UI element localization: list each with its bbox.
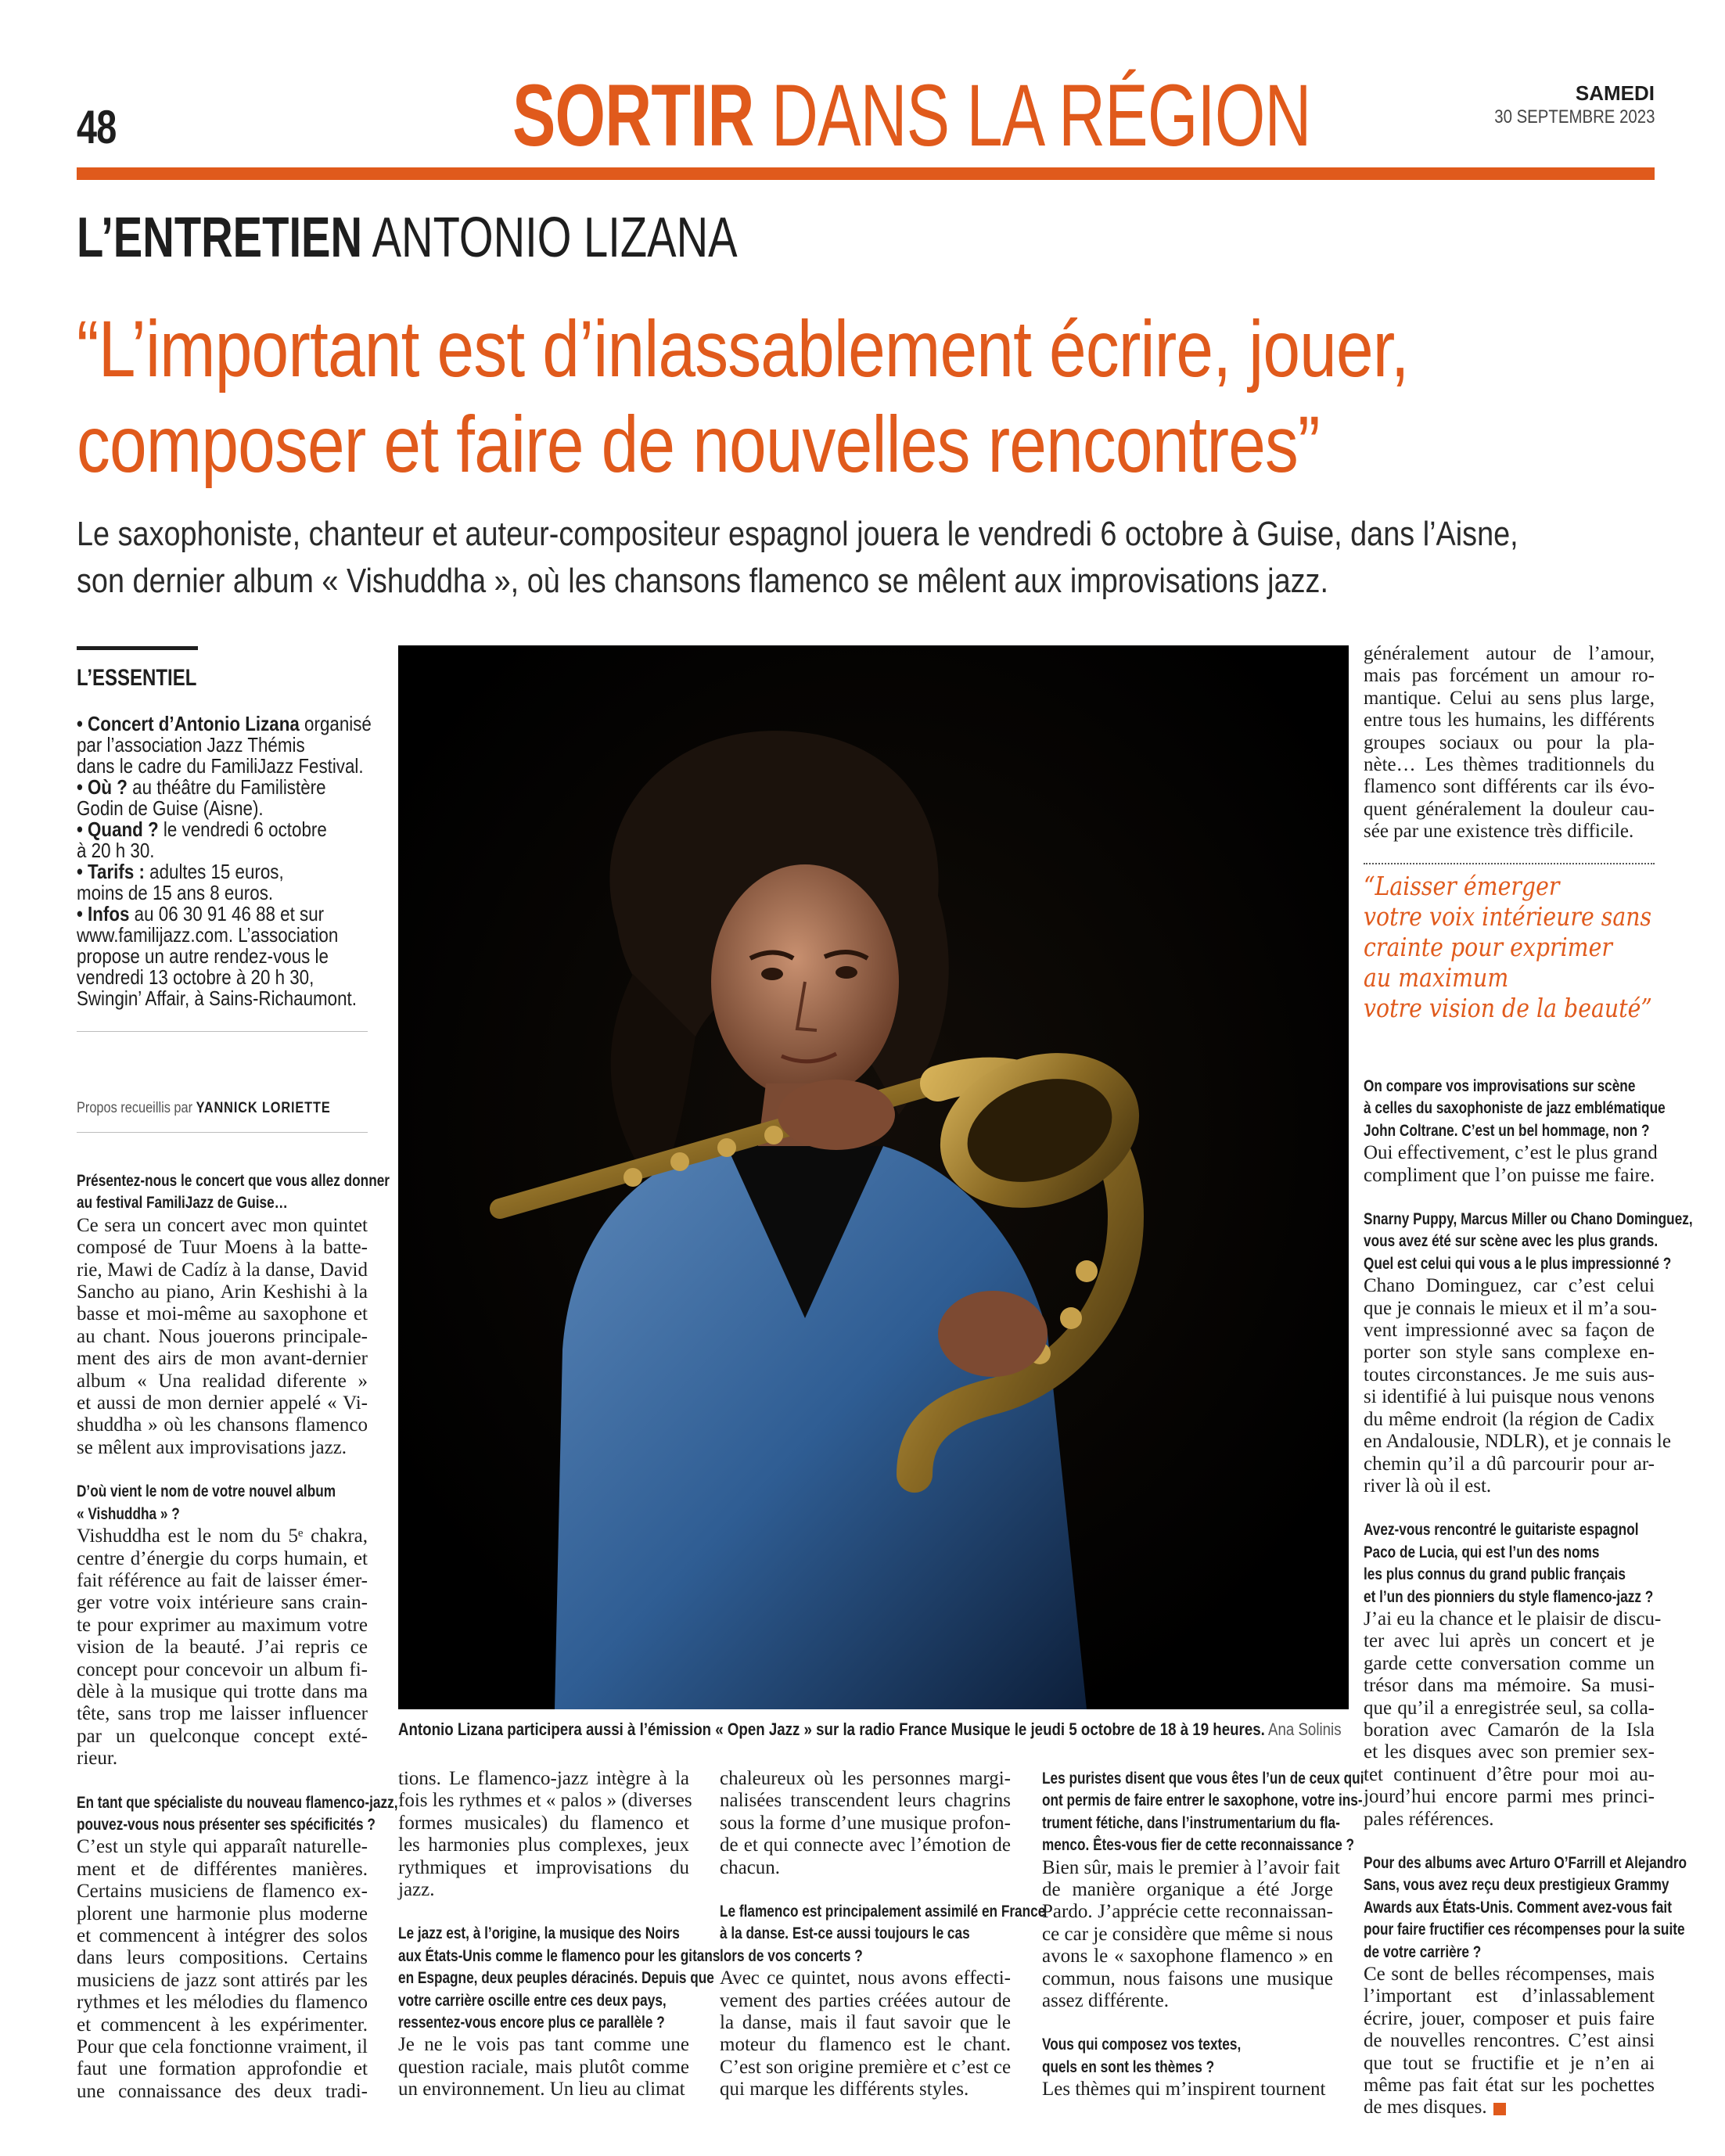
answer-line: faut une formation approfondie et — [77, 2058, 368, 2080]
paragraph-gap — [77, 1770, 368, 1792]
essentiel-line — [77, 756, 372, 777]
essentiel-text: organisé — [299, 712, 372, 735]
answer-line: vision de la beauté. J’ai repris ce — [77, 1637, 368, 1658]
essentiel-line — [77, 777, 372, 798]
answer-line: vement des parties créées autour de — [720, 1989, 1011, 2011]
essentiel-line — [77, 904, 372, 925]
standfirst — [77, 511, 1518, 605]
paragraph-gap — [720, 1879, 1011, 1901]
answer-line: Avec ce quintet, nous avons effecti- — [720, 1967, 1011, 1989]
answer-line: garde cette conversation comme un — [1364, 1652, 1655, 1674]
answer-line: que je connais le mieux et il m’a sou- — [1364, 1297, 1657, 1319]
essentiel-text: le vendredi 6 octobre — [158, 817, 327, 841]
kicker-name: ANTONIO LIZANA — [362, 207, 738, 269]
answer-line: rythmes et les mélodies du flamenco — [77, 1992, 368, 2014]
issue-date: 30 SEPTEMBRE 2023 — [1493, 106, 1655, 128]
essentiel-text: au 06 30 91 46 88 et sur — [129, 902, 325, 925]
answer-line: flamenco sont différents car ils évo- — [1364, 776, 1655, 798]
paragraph-gap — [1364, 1831, 1655, 1852]
answer-line: et les disques avec son premier sex- — [1364, 1741, 1655, 1763]
answer-line: C’est son origine première et c’est ce — [720, 2056, 1012, 2078]
essentiel-text: moins de 15 ans 8 euros. — [77, 881, 274, 904]
pull-quote-line: crainte pour exprimer — [1364, 932, 1612, 962]
essentiel-label: • Où ? — [77, 775, 128, 799]
answer-line: Vishuddha est le nom du 5ᵉ chakra, — [77, 1525, 368, 1547]
answer-line: shuddha » où les chansons flamenco — [77, 1414, 368, 1436]
paragraph-gap — [77, 1459, 368, 1481]
answer-line: fois les rythmes et « palos » (diverses — [398, 1790, 692, 1812]
answer-line: Pardo. J’apprécie cette reconnaissan- — [1042, 1901, 1333, 1923]
answer-line: de manière organique a été Jorge — [1042, 1879, 1333, 1901]
question-line: quels en sont les thèmes ? — [1042, 2057, 1215, 2076]
answer-line: ce car je considère que même si nous — [1042, 1923, 1333, 1945]
answer-line: centre d’énergie du corps humain, et — [77, 1547, 368, 1569]
question-line: à celles du saxophoniste de jazz emblématique — [1364, 1099, 1666, 1118]
paragraph-gap — [1364, 1187, 1655, 1209]
headline-line: “L’important est d’inlassablement écrire, jouer, — [77, 304, 1409, 393]
kicker-bold: L’ENTRETIEN — [77, 207, 363, 269]
answer-line: se mêlent aux improvisations jazz. — [77, 1436, 347, 1458]
essentiel-text: Swingin’ Affair, à Sains-Richaumont. — [77, 986, 357, 1010]
answer-line: si identifié à lui puisque nous venons — [1364, 1386, 1655, 1408]
question-line: Les puristes disent que vous êtes l’un de ceux qui — [1042, 1770, 1364, 1788]
answer-line: toutes circonstances. Je me suis aus- — [1364, 1364, 1655, 1385]
answer-line: C’est un style qui apparaît naturelle- — [77, 1836, 368, 1858]
essentiel-text: à 20 h 30. — [77, 839, 155, 862]
pull-quote — [1364, 871, 1652, 1023]
answer-line: mantique. Celui au sens plus large, — [1364, 687, 1655, 709]
answer-line: Bien sûr, mais le premier à l’avoir fait — [1042, 1856, 1340, 1878]
column-5-top — [1364, 643, 1655, 843]
column-3 — [720, 1768, 1046, 2101]
essentiel-text: vendredi 13 octobre à 20 h 30, — [77, 965, 314, 989]
saxophonist-illustration — [398, 645, 1349, 1709]
issue-day: SAMEDI — [1575, 81, 1655, 105]
answer-line: Oui effectivement, c’est le plus grand — [1364, 1142, 1658, 1164]
essentiel-line — [77, 946, 372, 967]
question-line: et l’un des pionniers du style flamenco-jazz ? — [1364, 1587, 1654, 1606]
answer-line: commun, nous faisons une musique — [1042, 1967, 1333, 1989]
question-line: ressentez-vous encore plus ce parallèle ? — [398, 2014, 665, 2032]
essentiel-line — [77, 819, 372, 840]
answer-line: de nouvelles rencontres. C’est ainsi — [1364, 2030, 1655, 2052]
answer-line: rieur. — [77, 1748, 118, 1770]
question-line: John Coltrane. C’est un bel hommage, non ? — [1364, 1121, 1650, 1140]
answer-line: que qu’il a enregistrée seul, sa colla- — [1364, 1697, 1655, 1719]
paragraph-gap — [398, 1901, 689, 1923]
pull-quote-rule — [1364, 863, 1655, 864]
essentiel-text: adultes 15 euros, — [144, 860, 284, 883]
essentiel-line — [77, 713, 372, 735]
question-line: Snarny Puppy, Marcus Miller ou Chano Dominguez, — [1364, 1210, 1693, 1229]
answer-line: entre tous les humains, les différents — [1364, 710, 1655, 731]
answer-line: ment et de différentes manières. — [77, 1858, 368, 1880]
question-line: Présentez-nous le concert que vous allez donner — [77, 1172, 390, 1190]
question-line: Sans, vous avez reçu deux prestigieux Grammy — [1364, 1876, 1669, 1895]
essentiel-line — [77, 798, 372, 819]
answer-line: pales références. — [1364, 1808, 1494, 1830]
answer-line: basse et moi-même au saxophone et — [77, 1303, 368, 1325]
answer-line: boration avec Camarón de la Isla — [1364, 1719, 1655, 1741]
question-line: pouvez-vous nous présenter ses spécificités ? — [77, 1815, 376, 1834]
end-of-article-mark — [1493, 2103, 1506, 2115]
answer-line: J’ai eu la chance et le plaisir de discu- — [1364, 1608, 1662, 1630]
answer-line: dèle à la musique qui trotte dans ma — [77, 1680, 368, 1702]
answer-line: porter son style sans complexe en- — [1364, 1342, 1655, 1364]
page-number: 48 — [77, 101, 117, 153]
question-line: les plus connus du grand public français — [1364, 1565, 1626, 1584]
essentiel-text: Godin de Guise (Aisne). — [77, 796, 264, 820]
question-line: votre carrière oscille entre ces deux pays, — [398, 1991, 667, 2010]
essentiel-line — [77, 840, 372, 861]
answer-line: chacun. — [720, 1856, 781, 1878]
essentiel-label: • Quand ? — [77, 817, 159, 841]
answer-line: avons le « saxophone flamenco » en — [1042, 1946, 1333, 1967]
photo-credit: Ana Solinis — [1267, 1719, 1342, 1739]
answer-line: la danse, mais il faut savoir que le — [720, 2012, 1011, 2034]
answer-line: au chant. Nous jouerons principale- — [77, 1325, 368, 1347]
answer-line: ter avec lui après un concert et je — [1364, 1630, 1655, 1652]
question-line: Le jazz est, à l’origine, la musique des Noirs — [398, 1924, 680, 1943]
byline-prefix: Propos recueillis par — [77, 1100, 196, 1116]
answer-line: groupes sociaux ou pour la pla- — [1364, 731, 1655, 753]
essentiel-line — [77, 882, 372, 904]
question-line: D’où vient le nom de votre nouvel album — [77, 1482, 336, 1501]
question-line: Vous qui composez vos textes, — [1042, 2036, 1242, 2054]
headline-line: composer et faire de nouvelles rencontres” — [77, 400, 1320, 489]
essentiel-label: • Concert d’Antonio Lizana — [77, 712, 300, 735]
musician-photo — [398, 645, 1349, 1709]
essentiel-label: • Infos — [77, 902, 130, 925]
answer-line: rie, Mawi de Cadíz à la danse, David — [77, 1259, 368, 1281]
answer-line: Ce sont de belles récompenses, mais — [1364, 1964, 1655, 1985]
standfirst-line: Le saxophoniste, chanteur et auteur-compositeur espagnol jouera le vendredi 6 octobre à Guise, dans l’Aisne, — [77, 515, 1518, 553]
essentiel-title: L’ESSENTIEL — [77, 665, 197, 691]
answer-line: une connaissance des deux tradi- — [77, 2080, 368, 2102]
answer-line: formes musicales) du flamenco et — [398, 1812, 689, 1834]
essentiel-body — [77, 713, 372, 1009]
column-4 — [1042, 1768, 1364, 2101]
answer-line: tête, sans trop me laisser influencer — [77, 1703, 368, 1725]
answer-line: que tout se fructifie et je n’en ai — [1364, 2052, 1655, 2074]
essentiel-text: dans le cadre du FamiliJazz Festival. — [77, 754, 364, 778]
pull-quote-line: au maximum — [1364, 962, 1509, 993]
answer-line: jazz. — [398, 1879, 435, 1901]
question-line: « Vishuddha » ? — [77, 1504, 180, 1523]
answer-line: composé de Tuur Moens à la batte- — [77, 1237, 368, 1259]
question-line: en Espagne, deux peuples déracinés. Depuis que — [398, 1969, 714, 1988]
answer-line: même pas fait état sur les pochettes — [1364, 2075, 1655, 2097]
essentiel-line — [77, 967, 372, 988]
pull-quote-line: votre voix intérieure sans — [1364, 901, 1652, 932]
answer-line: généralement autour de l’amour, — [1364, 643, 1655, 664]
essentiel-line — [77, 861, 372, 882]
question-line: Paco de Lucia, qui est l’un des noms — [1364, 1543, 1600, 1561]
essentiel-line — [77, 735, 372, 756]
essentiel-bottom-rule — [77, 1031, 368, 1032]
essentiel-text: propose un autre rendez-vous le — [77, 944, 329, 968]
answer-line: quent généralement la douleur cau- — [1364, 798, 1655, 820]
question-line: de votre carrière ? — [1364, 1942, 1482, 1961]
answer-line: ger votre voix intérieure sans crain- — [77, 1592, 368, 1614]
essentiel-text: www.familijazz.com. L’association — [77, 923, 339, 947]
answer-line: par un quelconque concept exté- — [77, 1725, 368, 1747]
answer-line: dans leurs compositions. Certains — [77, 1947, 368, 1969]
answer-line: tions. Le flamenco-jazz intègre à la — [398, 1768, 689, 1789]
answer-line: ment des airs de mon avant-dernier — [77, 1348, 368, 1370]
article-kicker — [77, 207, 738, 269]
answer-line: et aussi de mon dernier appelé « Vi- — [77, 1392, 368, 1414]
answer-line: de mes disques. — [1364, 2097, 1655, 2118]
answer-line: du même endroit (la région de Cadix — [1364, 1408, 1655, 1430]
answer-line: mais pas forcément un amour ro- — [1364, 665, 1655, 687]
answer-line: fait référence au fait de laisser émer- — [77, 1569, 368, 1591]
section-title — [512, 66, 1311, 164]
pull-quote-line: “Laisser émerger — [1364, 871, 1560, 901]
byline — [77, 1100, 331, 1117]
essentiel-line — [77, 988, 372, 1009]
question-line: aux États-Unis comme le flamenco pour les gitans — [398, 1946, 721, 1965]
answer-line: trésor dans ma mémoire. Sa musi- — [1364, 1675, 1655, 1697]
question-line: Quel est celui qui vous a le plus impressionné ? — [1364, 1254, 1672, 1273]
section-title-bold: SORTIR — [512, 66, 754, 164]
answer-line: chemin qu’il a dû parcourir pour ar- — [1364, 1453, 1655, 1475]
answer-line: sous la forme d’une musique profon- — [720, 1812, 1011, 1834]
answer-line: Pour que cela fonctionne vraiment, il — [77, 2036, 368, 2058]
question-line: ont permis de faire entrer le saxophone, votre ins- — [1042, 1791, 1363, 1810]
answer-line: nète… Les thèmes traditionnels du — [1364, 754, 1655, 776]
answer-line: moteur du flamenco est le chant. — [720, 2034, 1011, 2056]
question-line: à la danse. Est-ce aussi toujours le cas — [720, 1924, 970, 1943]
answer-line: sée par une existence très difficile. — [1364, 821, 1634, 843]
answer-line: Sancho au piano, Arin Keshishi à la — [77, 1281, 368, 1303]
paragraph-gap — [1042, 2012, 1333, 2034]
question-line: menco. Êtes-vous fier de cette reconnaissance ? — [1042, 1836, 1355, 1855]
pull-quote-line: votre vision de la beauté” — [1364, 993, 1652, 1023]
essentiel-text: par l’association Jazz Thémis — [77, 733, 305, 756]
column-5-bottom — [1364, 1076, 1693, 2119]
section-title-rest: DANS LA RÉGION — [753, 66, 1311, 164]
question-line: trument fétiche, dans l’instrumentarium du fla- — [1042, 1813, 1340, 1832]
answer-line: de et qui connecte avec l’émotion de — [720, 1834, 1011, 1856]
question-line: lors de vos concerts ? — [720, 1946, 863, 1965]
answer-line: un environnement. Un lieu au climat — [398, 2079, 685, 2100]
answer-line: vent impressionné avec sa façon de — [1364, 1320, 1655, 1342]
question-line: Awards aux États-Unis. Comment avez-vous fait — [1364, 1898, 1672, 1917]
column-1 — [77, 1170, 398, 2103]
answer-line: écrire, jouer, composer et puis faire — [1364, 2007, 1655, 2029]
answer-line: album « Una realidad diferente » — [77, 1370, 368, 1392]
question-line: pour faire fructifier ces récompenses pour la suite — [1364, 1921, 1685, 1939]
answer-line: musiciens de jazz sont attirés par les — [77, 1969, 368, 1991]
answer-line: Ce sera un concert avec mon quintet — [77, 1214, 368, 1236]
answer-line: Chano Dominguez, car c’est celui — [1364, 1275, 1655, 1297]
answer-line: rythmiques et improvisations du — [398, 1856, 689, 1878]
answer-line: nalisées transcendent leurs chagrins — [720, 1790, 1011, 1812]
question-line: au festival FamiliJazz de Guise… — [77, 1194, 288, 1213]
answer-line: Je ne le vois pas tant comme une — [398, 2034, 689, 2056]
answer-line: chaleureux où les personnes margi- — [720, 1768, 1011, 1789]
paragraph-gap — [1364, 1497, 1655, 1519]
essentiel-label: • Tarifs : — [77, 860, 145, 883]
question-line: Le flamenco est principalement assimilé en France — [720, 1903, 1046, 1921]
question-line: Pour des albums avec Arturo O’Farrill et Alejandro — [1364, 1854, 1687, 1872]
answer-line: en Andalousie, NDLR), et je connais le — [1364, 1431, 1671, 1453]
essentiel-text: au théâtre du Familistère — [127, 775, 326, 799]
answer-line: question raciale, mais plutôt comme — [398, 2056, 689, 2078]
column-2 — [398, 1768, 721, 2101]
header-rule — [77, 167, 1655, 180]
answer-line: tet continuent d’être pour moi au- — [1364, 1763, 1655, 1785]
caption-text: Antonio Lizana participera aussi à l’émission « Open Jazz » sur la radio France Musique le jeudi 5 octobre de 18 à 19 heures. — [398, 1719, 1265, 1739]
answer-line: Certains musiciens de flamenco ex- — [77, 1881, 368, 1903]
answer-line: Les thèmes qui m’inspirent tournent — [1042, 2079, 1326, 2100]
answer-line: jourd’hui encore parmi mes princi- — [1364, 1786, 1655, 1808]
answer-line: plorent une harmonie plus moderne — [77, 1903, 368, 1924]
question-line: En tant que spécialiste du nouveau flamenco-jazz, — [77, 1793, 398, 1812]
answer-line: te pour exprimer au maximum votre — [77, 1614, 368, 1636]
answer-line: assez différente. — [1042, 1990, 1169, 2012]
answer-line: et commencent à les expérimenter. — [77, 2014, 368, 2036]
answer-line: qui marque les différents styles. — [720, 2079, 969, 2100]
byline-author: YANNICK LORIETTE — [196, 1100, 331, 1116]
question-line: On compare vos improvisations sur scène — [1364, 1077, 1636, 1095]
photo-caption — [398, 1719, 1342, 1740]
standfirst-line: son dernier album « Vishuddha », où les chansons flamenco se mêlent aux improvisations jazz. — [77, 562, 1328, 600]
answer-line: les harmonies plus complexes, jeux — [398, 1834, 689, 1856]
byline-rule — [77, 1132, 368, 1133]
answer-line: river là où il est. — [1364, 1475, 1492, 1497]
answer-line: concept pour concevoir un album fi- — [77, 1658, 368, 1680]
question-line: Avez-vous rencontré le guitariste espagnol — [1364, 1521, 1639, 1540]
answer-line: et commencent à intégrer des solos — [77, 1925, 368, 1946]
headline — [77, 301, 1457, 492]
essentiel-line — [77, 925, 372, 946]
question-line: vous avez été sur scène avec les plus grands. — [1364, 1232, 1659, 1251]
answer-line: l’important est d’inlassablement — [1364, 1985, 1655, 2007]
essentiel-rule — [77, 646, 198, 650]
answer-line: compliment que l’on puisse me faire. — [1364, 1164, 1655, 1186]
